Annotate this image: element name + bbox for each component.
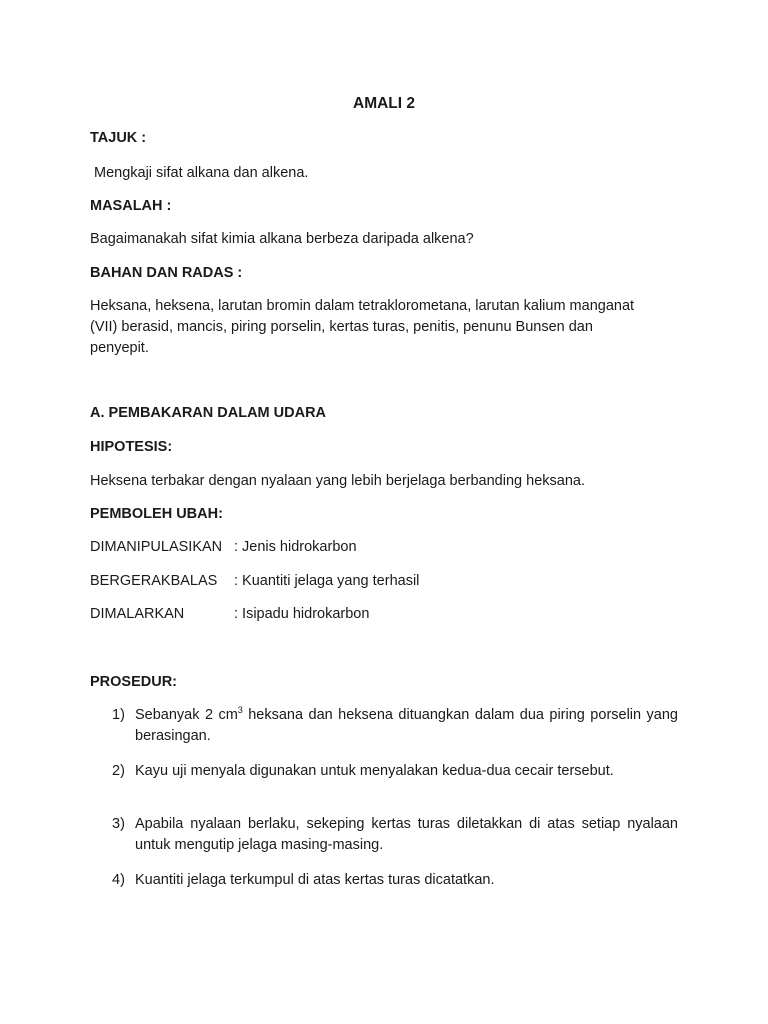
hipotesis-text: Heksena terbakar dengan nyalaan yang lebih berjelaga berbanding heksana.	[90, 473, 585, 489]
variable-value: : Kuantiti jelaga yang terhasil	[234, 573, 420, 589]
superscript: 3	[237, 705, 243, 715]
variable-key: DIMALARKAN	[90, 606, 185, 622]
hipotesis-heading: HIPOTESIS:	[90, 439, 173, 455]
prosedur-heading: PROSEDUR:	[90, 674, 178, 690]
bahan-line: Heksana, heksena, larutan bromin dalam tetraklorometana, larutan kalium manganat	[90, 298, 635, 314]
step-number: 2)	[112, 763, 125, 779]
step-text: Kayu uji menyala digunakan untuk menyalakan kedua-dua cecair tersebut.	[135, 763, 614, 779]
variable-value: : Isipadu hidrokarbon	[234, 606, 370, 622]
masalah-text: Bagaimanakah sifat kimia alkana berbeza daripada alkena?	[90, 231, 474, 247]
step-text	[135, 705, 678, 747]
step-number: 4)	[112, 872, 125, 888]
tajuk-heading: TAJUK :	[90, 130, 147, 146]
pemboleh-ubah-heading: PEMBOLEH UBAH:	[90, 506, 223, 522]
section-a-heading: A. PEMBAKARAN DALAM UDARA	[90, 405, 327, 421]
bahan-heading: BAHAN DAN RADAS :	[90, 265, 243, 281]
document-page	[90, 0, 678, 1024]
step-text-part: Sebanyak 2 cm	[135, 707, 238, 723]
step-text: Kuantiti jelaga terkumpul di atas kertas turas dicatatkan.	[135, 872, 495, 888]
variable-key: BERGERAKBALAS	[90, 573, 218, 589]
bahan-line: penyepit.	[90, 340, 149, 356]
step-number: 1)	[112, 707, 125, 723]
variable-key: DIMANIPULASIKAN	[90, 539, 223, 555]
step-text: Apabila nyalaan berlaku, sekeping kertas turas diletakkan di atas setiap nyalaan untuk mengutip jelaga masing-masing.	[135, 816, 678, 853]
page-title: AMALI 2	[353, 95, 415, 112]
step-number: 3)	[112, 816, 125, 832]
masalah-heading: MASALAH :	[90, 198, 172, 214]
variable-value: : Jenis hidrokarbon	[234, 539, 357, 555]
tajuk-text: Mengkaji sifat alkana dan alkena.	[94, 165, 309, 181]
step-text-part: heksana dan heksena dituangkan dalam dua piring porselin yang berasingan.	[135, 707, 678, 744]
bahan-text	[90, 296, 678, 359]
bahan-line: (VII) berasid, mancis, piring porselin, kertas turas, penitis, penunu Bunsen dan	[90, 319, 593, 335]
